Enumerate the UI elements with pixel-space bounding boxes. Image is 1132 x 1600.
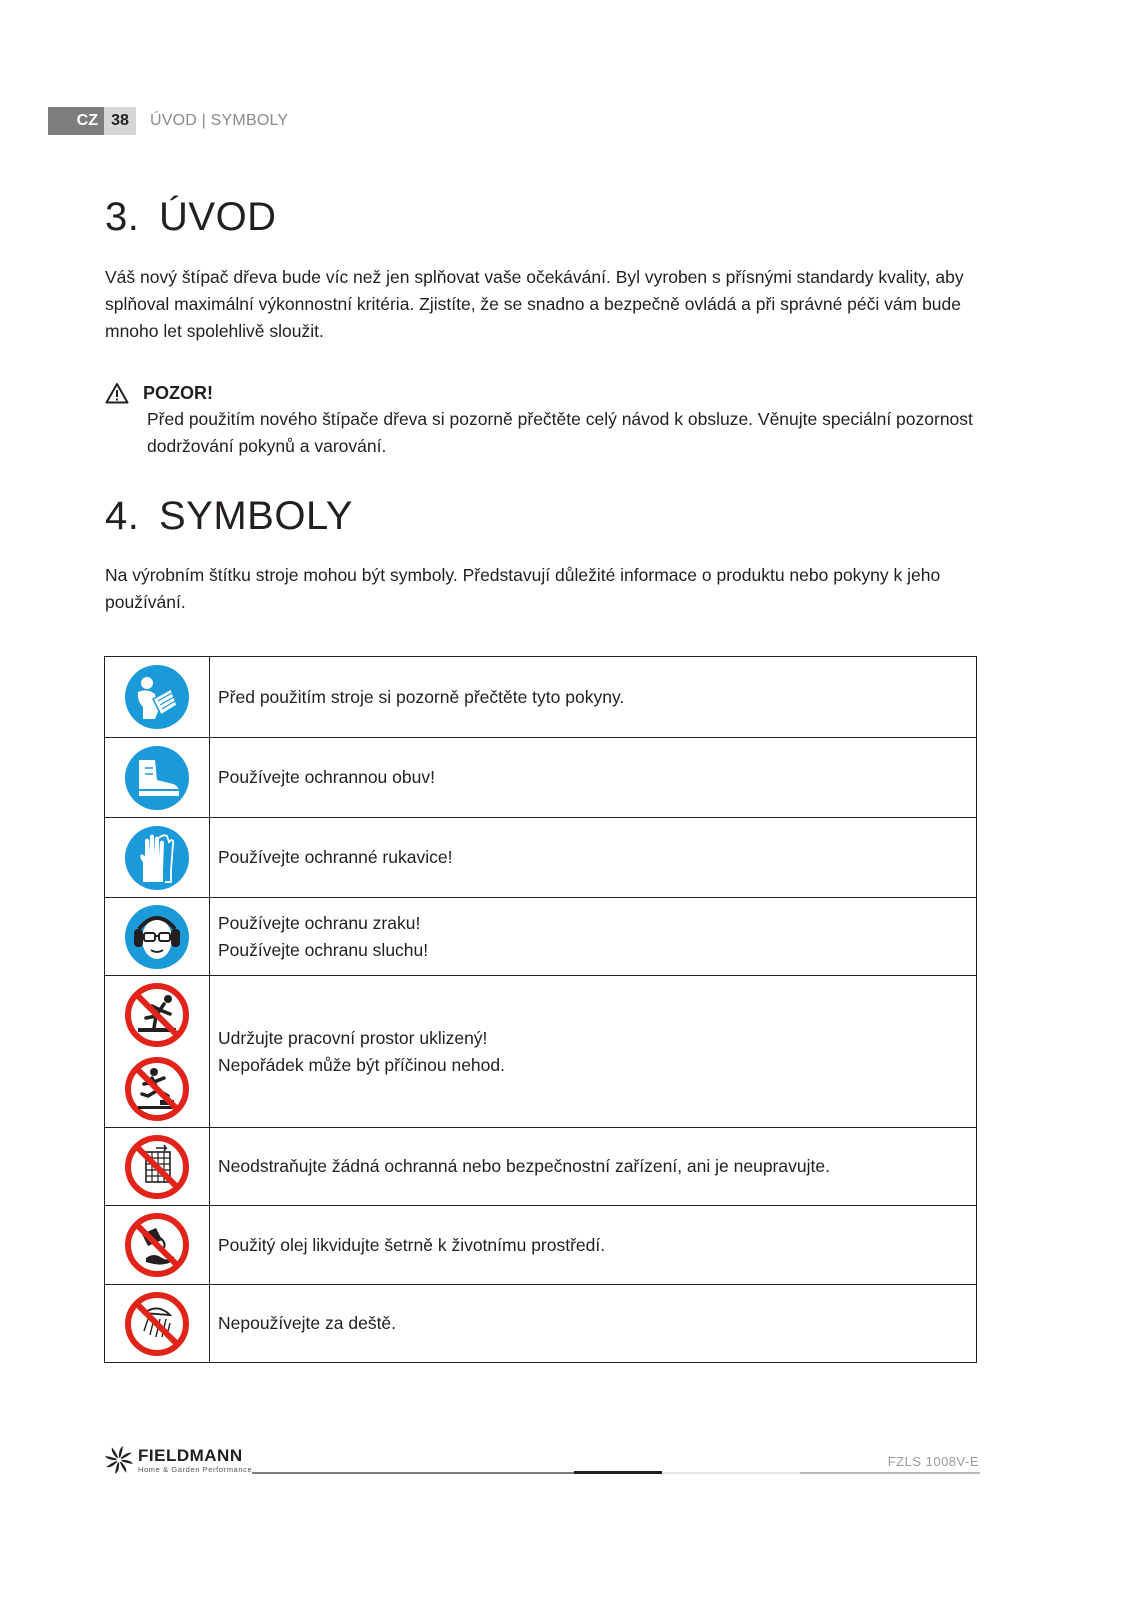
symbol-text: Před použitím stroje si pozorně přečtěte tyto pokyny. bbox=[218, 686, 625, 707]
no-oil-dumping-icon bbox=[124, 1212, 190, 1278]
table-row bbox=[105, 976, 977, 1128]
no-tripping-icon bbox=[124, 1056, 190, 1122]
table-row bbox=[105, 738, 977, 818]
no-rain-use-icon bbox=[124, 1291, 190, 1357]
read-manual-icon bbox=[125, 665, 189, 729]
section-3-heading bbox=[105, 195, 277, 240]
symbol-text: Nepořádek může být příčinou nehod. bbox=[218, 1054, 505, 1075]
fieldmann-logo-icon bbox=[104, 1445, 134, 1475]
symbols-table bbox=[104, 656, 977, 1363]
section-3-number: 3. bbox=[105, 195, 140, 239]
symbol-text: Použitý olej likvidujte šetrně k životnímu prostředí. bbox=[218, 1234, 606, 1255]
section-4-number: 4. bbox=[105, 494, 140, 538]
brand-tagline: Home & Garden Performance bbox=[138, 1464, 253, 1474]
symbol-text: Používejte ochrannou obuv! bbox=[218, 767, 435, 787]
table-row bbox=[105, 1128, 977, 1206]
intro-paragraph: Váš nový štípač dřeva bude víc než jen splňovat vaše očekávání. Byl vyroben s přísnými standardy kvality, aby splňoval maximální výkonnostní kritéria. Zjistíte, že se snadno a bezpečně ovládá a při správné péči vám bude mnoho let spolehlivě sloužit. bbox=[105, 267, 964, 341]
warning-label: POZOR! bbox=[143, 382, 213, 403]
safety-boot-icon bbox=[125, 746, 189, 810]
footer-bar-light bbox=[662, 1472, 800, 1474]
eye-ear-protection-icon bbox=[125, 905, 189, 969]
table-row bbox=[105, 1285, 977, 1363]
symbol-text: Používejte ochranné rukavice! bbox=[218, 847, 453, 867]
table-row bbox=[105, 657, 977, 738]
warning-text: Před použitím nového štípače dřeva si pozorně přečtěte celý návod k obsluze. Věnujte speciální pozornost dodržování pokynů a varování. bbox=[147, 409, 973, 456]
brand-name: FIELDMANN bbox=[138, 1445, 243, 1465]
no-guard-removal-icon bbox=[124, 1134, 190, 1200]
protective-gloves-icon bbox=[125, 826, 189, 890]
language-code: CZ bbox=[48, 107, 104, 135]
page-number: 38 bbox=[104, 107, 136, 135]
section-4-title: SYMBOLY bbox=[159, 494, 353, 538]
table-row bbox=[105, 1206, 977, 1285]
footer-bar-gray bbox=[800, 1472, 980, 1474]
symbol-text: Udržujte pracovní prostor uklizený! bbox=[218, 1027, 488, 1048]
page-header bbox=[48, 107, 288, 135]
footer-bar-dark bbox=[252, 1472, 574, 1474]
footer-logo bbox=[104, 1445, 252, 1475]
symbol-text: Nepoužívejte za deště. bbox=[218, 1313, 397, 1333]
footer-bar-black bbox=[574, 1471, 662, 1474]
table-row bbox=[105, 898, 977, 976]
table-row bbox=[105, 818, 977, 898]
symbol-text: Používejte ochranu zraku! bbox=[218, 912, 421, 933]
section-3-title: ÚVOD bbox=[159, 195, 277, 239]
no-slipping-icon bbox=[124, 982, 190, 1048]
section-4-heading bbox=[105, 494, 353, 539]
symbols-paragraph: Na výrobním štítku stroje mohou být symboly. Představují důležité informace o produktu nebo pokyny k jeho používání. bbox=[105, 565, 941, 612]
model-number: FZLS 1008V-E bbox=[887, 1454, 979, 1469]
warning-block bbox=[105, 380, 1005, 460]
header-title: ÚVOD | SYMBOLY bbox=[150, 112, 289, 129]
warning-triangle-icon bbox=[105, 382, 129, 404]
symbol-text: Neodstraňujte žádná ochranná nebo bezpečnostní zařízení, ani je neupravujte. bbox=[218, 1156, 830, 1176]
symbol-text: Používejte ochranu sluchu! bbox=[218, 939, 429, 960]
